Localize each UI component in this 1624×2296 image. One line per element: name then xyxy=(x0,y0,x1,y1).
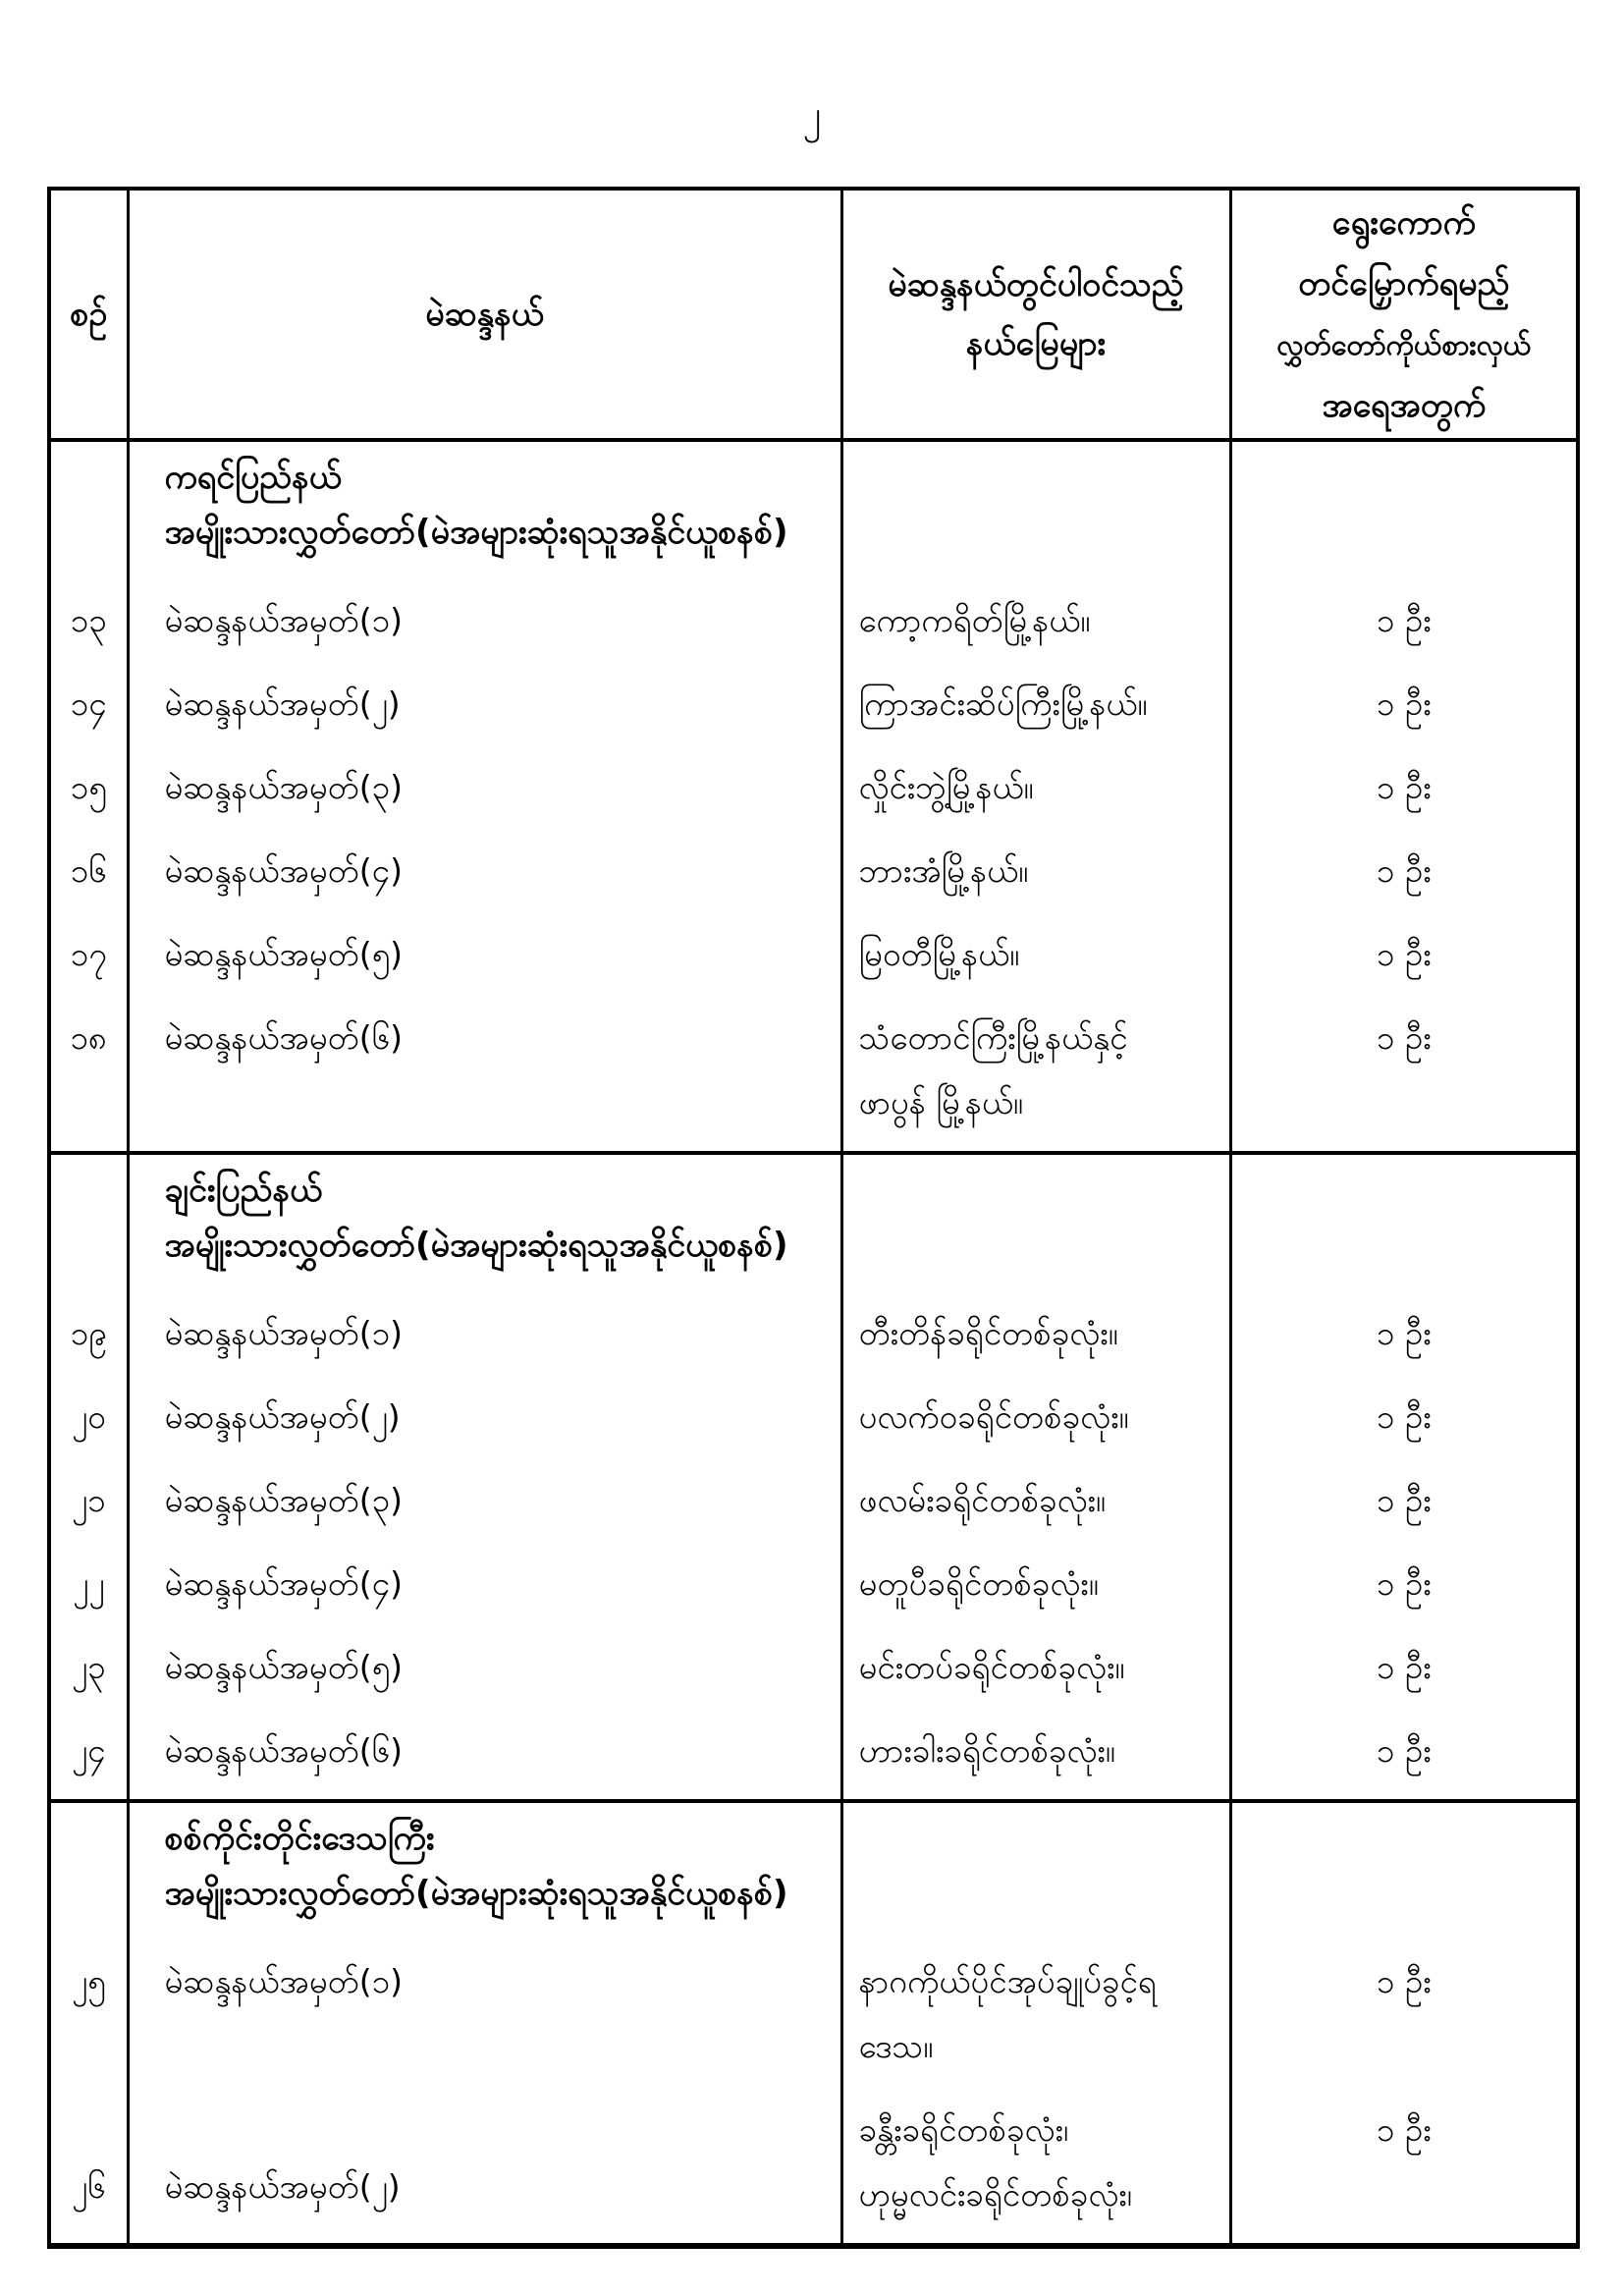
serial-number: ၁၆ xyxy=(70,851,107,890)
constituency-cell xyxy=(128,978,841,1153)
table-row xyxy=(49,895,1578,978)
area-name: ပလက်ဝခရိုင်တစ်ခုလုံး။ xyxy=(858,1397,1129,1436)
table-row xyxy=(49,1922,1578,2070)
header-reps-line1: ရွေးကောက် xyxy=(1331,203,1476,243)
representative-count: ၁ ဦး xyxy=(1376,1962,1432,2000)
count-cell xyxy=(1230,1922,1578,2070)
areas-cell xyxy=(841,1922,1230,2070)
table-row xyxy=(49,561,1578,644)
areas-cell xyxy=(841,561,1230,644)
areas-cell xyxy=(841,2070,1230,2246)
serial-cell xyxy=(49,1153,128,1274)
representative-count: ၁ ဦး xyxy=(1376,1018,1432,1057)
serial-number: ၁၄ xyxy=(70,684,107,723)
table-row xyxy=(49,1524,1578,1608)
serial-number: ၂၀ xyxy=(71,1397,106,1436)
areas-cell xyxy=(841,1608,1230,1691)
header-constituency-label: မဲဆန္ဒနယ် xyxy=(425,295,544,334)
serial-number: ၂၅ xyxy=(71,1962,106,2000)
areas-cell xyxy=(841,895,1230,978)
count-cell xyxy=(1230,811,1578,895)
serial-number: ၁၈ xyxy=(70,1018,107,1057)
constituency-name: မဲဆန္ဒနယ်အမှတ်(၃) xyxy=(164,768,404,806)
representative-count: ၁ ဦး xyxy=(1376,1564,1432,1603)
count-cell xyxy=(1230,1608,1578,1691)
areas-cell xyxy=(841,1441,1230,1524)
region-section xyxy=(49,1153,1578,1801)
constituency-cell xyxy=(128,1922,841,2070)
representative-count: ၁ ဦး xyxy=(1376,601,1432,639)
serial-cell xyxy=(49,561,128,644)
area-name: ဖာပွန် မြို့နယ်။ xyxy=(858,1083,1023,1121)
areas-cell xyxy=(841,1357,1230,1441)
representative-count: ၁ ဦး xyxy=(1376,1648,1432,1686)
representative-count: ၁ ဦး xyxy=(1376,1731,1432,1770)
area-name: မြဝတီမြို့နယ်။ xyxy=(858,935,1020,973)
representative-count: ၁ ဦး xyxy=(1376,851,1432,890)
assembly-name: အမျိုးသားလွှတ်တော်(မဲအများဆုံးရသူအနိုင်ယူစနစ်) xyxy=(164,513,788,552)
areas-cell xyxy=(841,1801,1230,1922)
constituency-name: မဲဆန္ဒနယ်အမှတ်(၅) xyxy=(164,1648,404,1686)
table-row xyxy=(49,1274,1578,1357)
count-cell xyxy=(1230,1153,1578,1274)
constituency-cell xyxy=(128,1608,841,1691)
representative-count: ၁ ဦး xyxy=(1376,1314,1432,1352)
constituency-name: မဲဆန္ဒနယ်အမှတ်(၄) xyxy=(164,851,404,890)
header-reps-line2: တင်မြှောက်ရမည့် xyxy=(1298,264,1510,303)
count-cell xyxy=(1230,978,1578,1153)
constituency-cell xyxy=(128,1274,841,1357)
count-cell xyxy=(1230,440,1578,561)
serial-number: ၁၃ xyxy=(70,601,107,639)
count-cell xyxy=(1230,2070,1578,2246)
serial-number: ၂၁ xyxy=(71,1481,106,1519)
constituency-name: မဲဆန္ဒနယ်အမှတ်(၃) xyxy=(164,1481,404,1519)
count-cell xyxy=(1230,1274,1578,1357)
constituency-cell xyxy=(128,811,841,895)
constituency-table xyxy=(47,187,1580,2249)
constituency-cell xyxy=(128,1357,841,1441)
areas-cell xyxy=(841,811,1230,895)
constituency-cell xyxy=(128,2070,841,2246)
constituency-name: မဲဆန္ဒနယ်အမှတ်(၁) xyxy=(164,601,404,639)
assembly-name: အမျိုးသားလွှတ်တော်(မဲအများဆုံးရသူအနိုင်ယူစနစ်) xyxy=(164,1874,788,1913)
section-title-row xyxy=(49,440,1578,561)
area-name: မတူပီခရိုင်တစ်ခုလုံး။ xyxy=(858,1564,1099,1603)
serial-number: ၁၉ xyxy=(70,1314,107,1352)
area-name: သံတောင်ကြီးမြို့နယ်နှင့် xyxy=(858,1018,1128,1057)
area-name: ဟားခါးခရိုင်တစ်ခုလုံး။ xyxy=(858,1731,1115,1770)
page-number: ၂ xyxy=(802,92,822,136)
constituency-cell xyxy=(128,644,841,728)
serial-number: ၂၃ xyxy=(71,1648,106,1686)
representative-count: ၁ ဦး xyxy=(1376,684,1432,723)
header-areas-line1: မဲဆန္ဒနယ်တွင်ပါဝင်သည့် xyxy=(888,265,1184,304)
constituency-name: မဲဆန္ဒနယ်အမှတ်(၁) xyxy=(164,1314,404,1352)
header-areas xyxy=(841,189,1230,440)
areas-cell xyxy=(841,728,1230,811)
serial-cell xyxy=(49,811,128,895)
section-title-cell xyxy=(128,1153,841,1274)
table-row xyxy=(49,1441,1578,1524)
serial-cell xyxy=(49,1441,128,1524)
representative-count: ၁ ဦး xyxy=(1376,1397,1432,1436)
table-row xyxy=(49,1608,1578,1691)
table-row xyxy=(49,2070,1578,2246)
serial-number: ၂၆ xyxy=(71,2167,106,2206)
table-row xyxy=(49,811,1578,895)
serial-cell xyxy=(49,978,128,1153)
serial-cell xyxy=(49,1691,128,1801)
serial-number: ၂၄ xyxy=(71,1731,106,1770)
areas-cell xyxy=(841,1524,1230,1608)
serial-number: ၂၂ xyxy=(73,1564,105,1603)
area-name: ဒေသ။ xyxy=(858,2027,934,2065)
representative-count: ၁ ဦး xyxy=(1376,1481,1432,1519)
table-row xyxy=(49,1691,1578,1801)
region-section xyxy=(49,440,1578,1153)
constituency-cell xyxy=(128,728,841,811)
header-no xyxy=(49,189,128,440)
areas-cell xyxy=(841,440,1230,561)
constituency-name: မဲဆန္ဒနယ်အမှတ်(၅) xyxy=(164,935,404,973)
table-row xyxy=(49,1357,1578,1441)
count-cell xyxy=(1230,1357,1578,1441)
constituency-name: မဲဆန္ဒနယ်အမှတ်(၆) xyxy=(164,1018,404,1057)
count-cell xyxy=(1230,1801,1578,1922)
section-title-cell xyxy=(128,440,841,561)
areas-cell xyxy=(841,978,1230,1153)
constituency-cell xyxy=(128,1441,841,1524)
constituency-cell xyxy=(128,1691,841,1801)
serial-cell xyxy=(49,644,128,728)
areas-cell xyxy=(841,644,1230,728)
count-cell xyxy=(1230,1524,1578,1608)
section-title-cell xyxy=(128,1801,841,1922)
region-name: ချင်းပြည်နယ် xyxy=(164,1171,323,1210)
constituency-cell xyxy=(128,1524,841,1608)
representative-count: ၁ ဦး xyxy=(1376,935,1432,973)
constituency-name: မဲဆန္ဒနယ်အမှတ်(၂) xyxy=(164,684,401,723)
section-title-row xyxy=(49,1153,1578,1274)
area-name: ဘားအံမြို့နယ်။ xyxy=(858,851,1029,890)
constituency-name: မဲဆန္ဒနယ်အမှတ်(၂) xyxy=(164,2167,401,2206)
area-name: ဖလမ်းခရိုင်တစ်ခုလုံး။ xyxy=(858,1481,1106,1519)
section-title-row xyxy=(49,1801,1578,1922)
header-representatives xyxy=(1230,189,1578,440)
area-name: လှိုင်းဘွဲ့မြို့နယ်။ xyxy=(858,768,1034,806)
serial-cell xyxy=(49,895,128,978)
serial-cell xyxy=(49,1801,128,1922)
area-name: ကော့ကရိတ်မြို့နယ်။ xyxy=(858,601,1091,639)
serial-cell xyxy=(49,2070,128,2246)
region-name: ကရင်ပြည်နယ် xyxy=(164,458,342,497)
header-no-label: စဉ် xyxy=(70,295,108,334)
constituency-cell xyxy=(128,895,841,978)
region-name: စစ်ကိုင်းတိုင်းဒေသကြီး xyxy=(164,1819,435,1858)
count-cell xyxy=(1230,728,1578,811)
constituency-name: မဲဆန္ဒနယ်အမှတ်(၁) xyxy=(164,1962,404,2000)
areas-cell xyxy=(841,1274,1230,1357)
count-cell xyxy=(1230,644,1578,728)
serial-cell xyxy=(49,1524,128,1608)
constituency-name: မဲဆန္ဒနယ်အမှတ်(၆) xyxy=(164,1731,404,1770)
serial-cell xyxy=(49,1357,128,1441)
header-areas-line2: နယ်မြေများ xyxy=(965,324,1107,363)
region-section xyxy=(49,1801,1578,2246)
area-name: မင်းတပ်ခရိုင်တစ်ခုလုံး။ xyxy=(858,1648,1125,1686)
assembly-name: အမျိုးသားလွှတ်တော်(မဲအများဆုံးရသူအနိုင်ယူစနစ်) xyxy=(164,1226,788,1265)
count-cell xyxy=(1230,1691,1578,1801)
header-constituency xyxy=(128,189,841,440)
serial-cell xyxy=(49,440,128,561)
serial-cell xyxy=(49,728,128,811)
area-name: တီးတိန်ခရိုင်တစ်ခုလုံး။ xyxy=(858,1314,1118,1352)
representative-count: ၁ ဦး xyxy=(1376,2110,1432,2149)
serial-number: ၁၅ xyxy=(70,768,107,806)
serial-cell xyxy=(49,1274,128,1357)
table-header xyxy=(49,189,1578,440)
header-reps-line3: လွှတ်တော်ကိုယ်စားလှယ် xyxy=(1276,328,1532,361)
header-row xyxy=(49,189,1578,440)
count-cell xyxy=(1230,895,1578,978)
serial-number: ၁၇ xyxy=(70,935,107,973)
table-row xyxy=(49,728,1578,811)
count-cell xyxy=(1230,1441,1578,1524)
areas-cell xyxy=(841,1691,1230,1801)
count-cell xyxy=(1230,561,1578,644)
table-row xyxy=(49,644,1578,728)
areas-cell xyxy=(841,1153,1230,1274)
representative-count: ၁ ဦး xyxy=(1376,768,1432,806)
serial-cell xyxy=(49,1922,128,2070)
area-name: နာဂကိုယ်ပိုင်အုပ်ချုပ်ခွင့်ရ xyxy=(858,1962,1157,2000)
table-row xyxy=(49,978,1578,1153)
header-reps-line4: အရေအတွက် xyxy=(1322,386,1487,425)
area-name: ခန္တီးခရိုင်တစ်ခုလုံး၊ xyxy=(858,2110,1069,2149)
serial-cell xyxy=(49,1608,128,1691)
area-name: ကြာအင်းဆိပ်ကြီးမြို့နယ်။ xyxy=(858,684,1148,723)
constituency-cell xyxy=(128,561,841,644)
constituency-name: မဲဆန္ဒနယ်အမှတ်(၂) xyxy=(164,1397,401,1436)
area-name: ဟုမ္မလင်းခရိုင်တစ်ခုလုံး၊ xyxy=(858,2175,1132,2214)
constituency-name: မဲဆန္ဒနယ်အမှတ်(၄) xyxy=(164,1564,404,1603)
